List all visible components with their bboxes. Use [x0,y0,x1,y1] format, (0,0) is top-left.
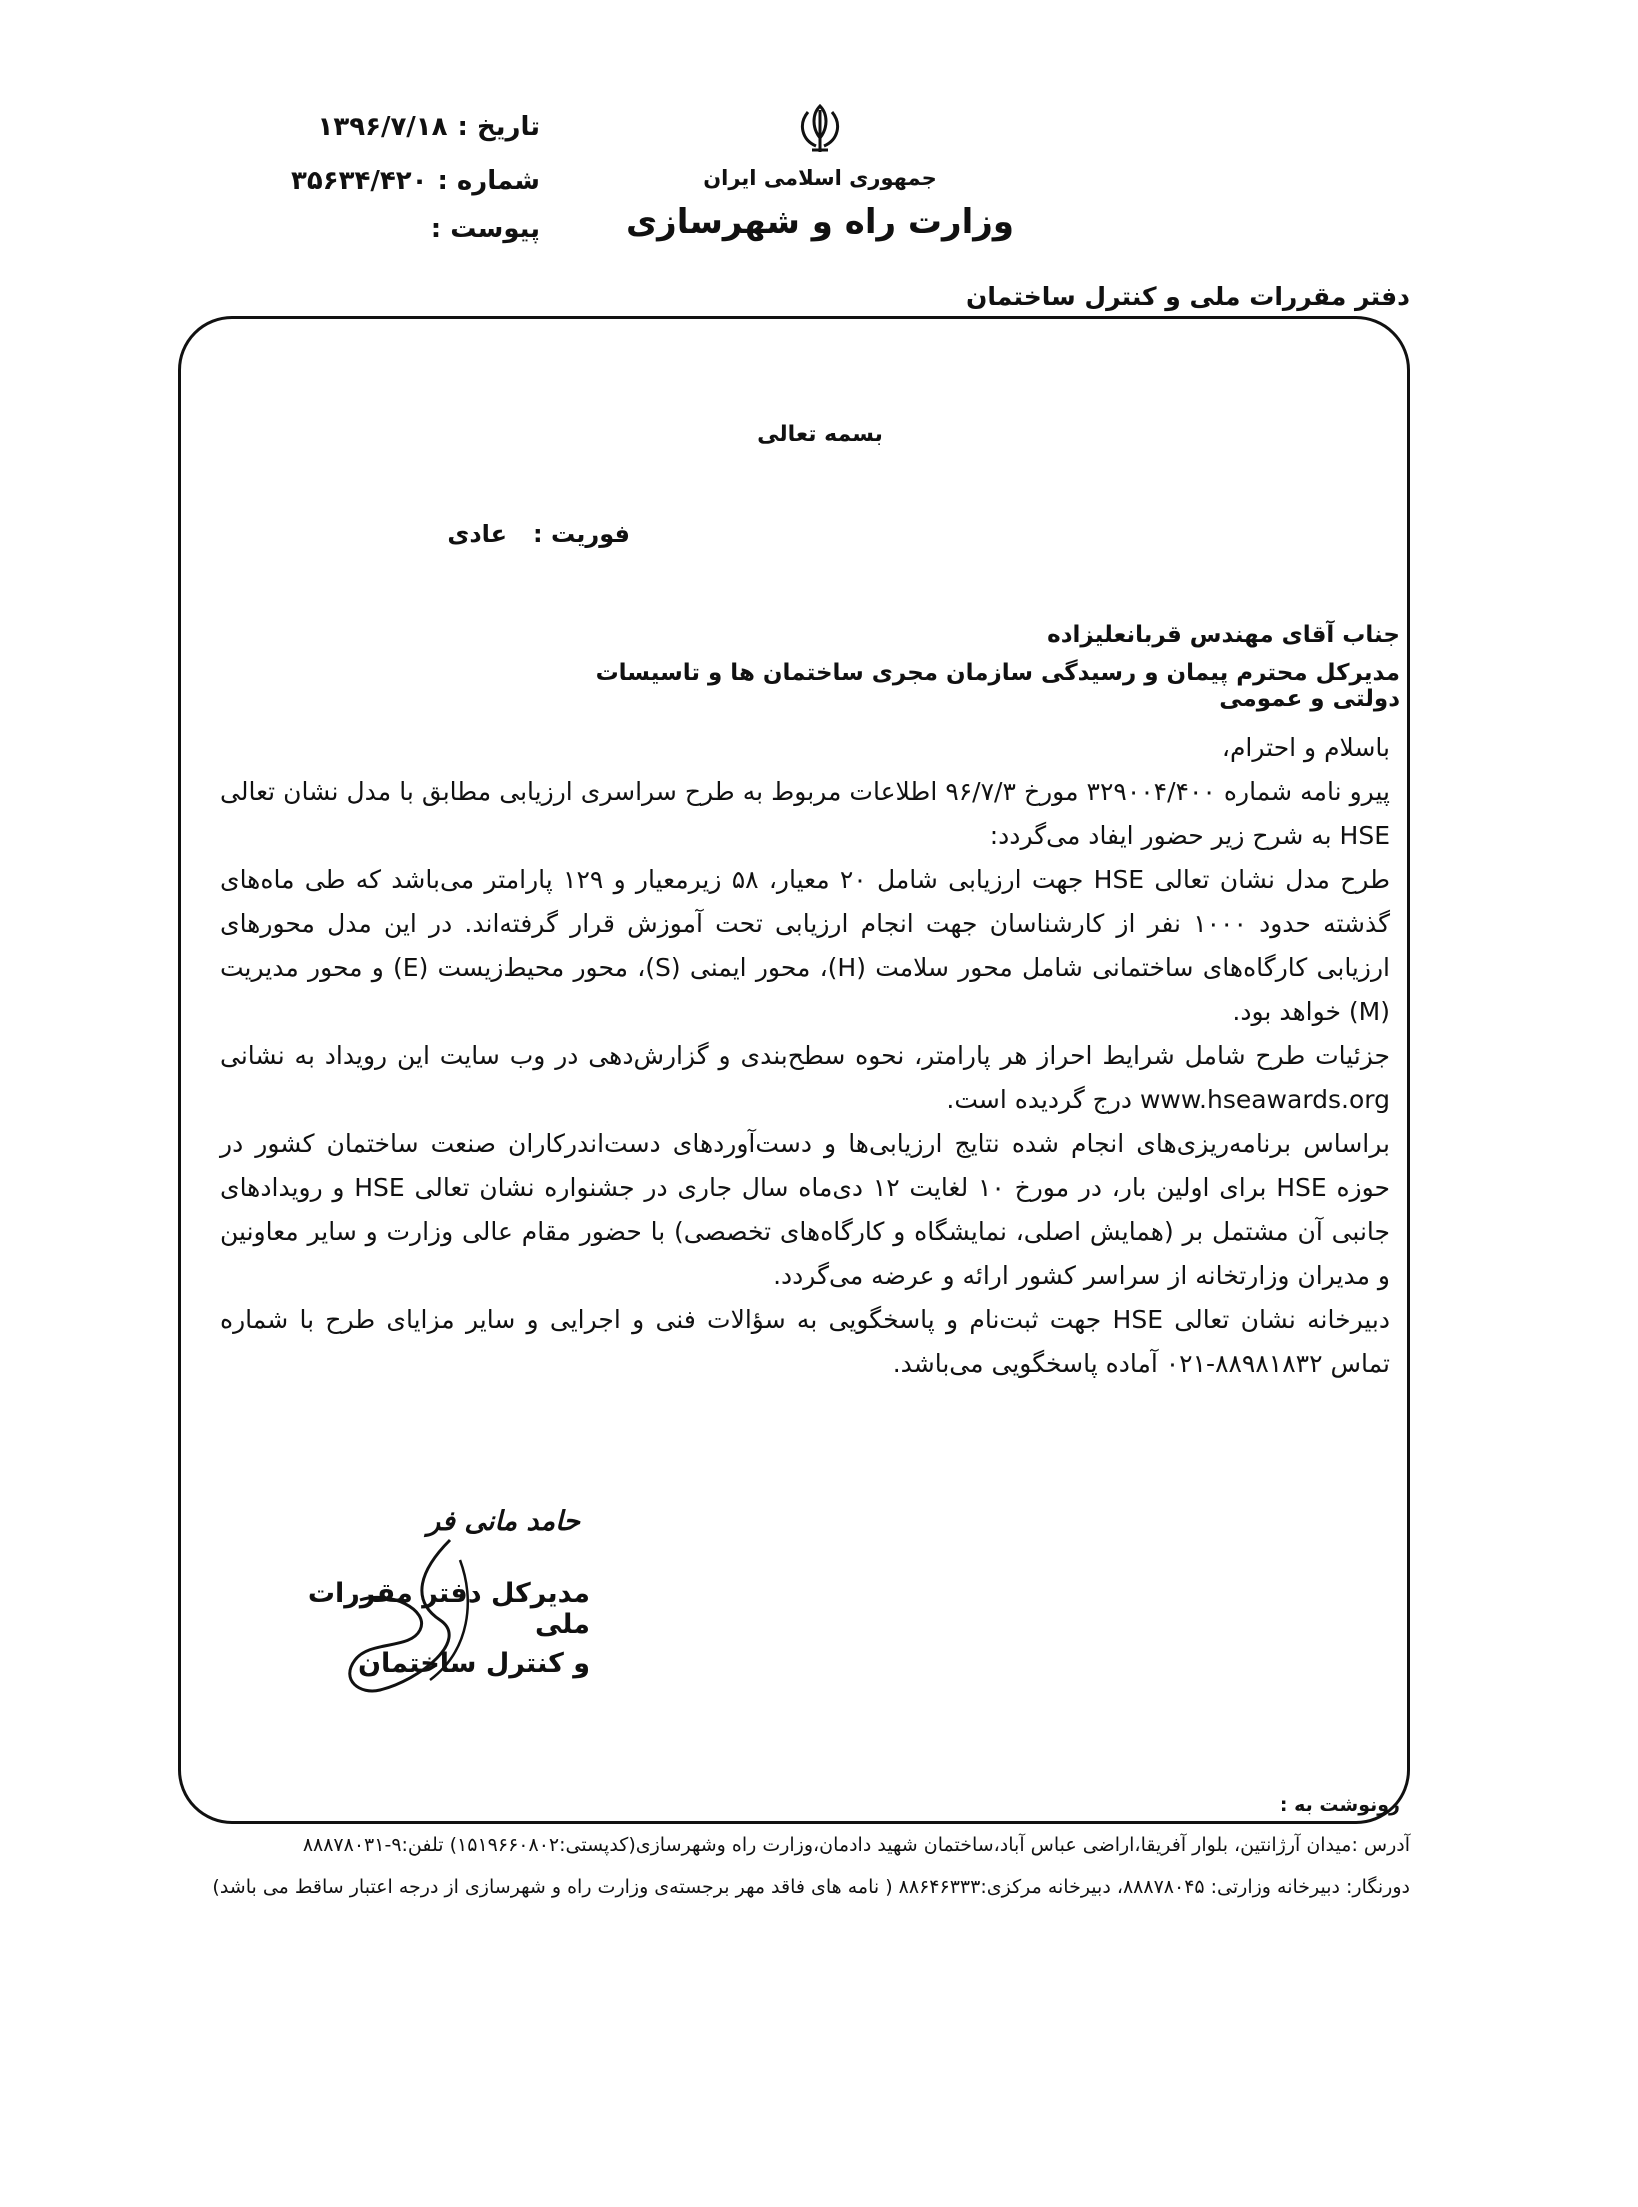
body-paragraph: دبیرخانه نشان تعالی HSE جهت ثبت‌نام و پاسخگویی به سؤالات فنی و اجرایی و سایر مزایای طرح با شماره تماس ۸۸۹۸۱۸۳۲-۰۲۱ آماده پاسخگویی می‌باشد. [220,1305,1391,1378]
recipient-title: مدیرکل محترم پیمان و رسیدگی سازمان مجری ساختمان ها و تاسیسات دولتی و عمومی [595,660,1400,712]
cc-label: رونوشت به : [1279,1794,1400,1816]
date-value: ۱۳۹۶/۷/۱۸ [317,112,448,142]
footer-address: آدرس :میدان آرژانتین، بلوار آفریقا،اراضی عباس آباد،ساختمان شهید دادمان،وزارت راه وشهرسازی(کدپستی:۱۵۱۹۶۶۰۸۰۲) تلفن:۹-۸۸۸۷۸۰۳۱ [302,1834,1410,1856]
number-row [230,166,540,196]
body-paragraph: پیرو نامه شماره ۳۲۹۰۰۴/۴۰۰ مورخ ۹۶/۷/۳ اطلاعات مربوط به طرح سراسری ارزیابی مطابق با مدل نشان تعالی HSE به شرح زیر حضور ایفاد می‌گردد: [220,777,1390,850]
urgency-value: عادی [447,520,508,548]
republic-title: جمهوری اسلامی ایران [703,166,937,190]
department-name: دفتر مقررات ملی و کنترل ساختمان [966,282,1410,311]
body-paragraph: براساس برنامه‌ریزی‌های انجام شده نتایج ارزیابی‌ها و دست‌آوردهای دست‌اندرکاران صنعت ساختمان کشور در حوزه HSE برای اولین بار، در مورخ ۱۰ لغایت ۱۲ دی‌ماه سال جاری در جشنواره نشان تعالی HSE و رویدادهای جانبی آن مشتمل بر (همایش اصلی، نمایشگاه و کارگاه‌های تخصصی) با حضور مقام عالی وزارت و سایر معاونین و مدیران وزارتخانه از سراسر کشور ارائه و عرضه می‌گردد. [220,1129,1390,1290]
urgency-row [330,520,630,548]
date-row [230,112,540,142]
signatory-title-line1: مدیرکل دفتر مقررات ملی [307,1578,590,1640]
bismillah: بسمه تعالی [757,422,883,447]
greeting: باسلام و احترام، [1221,733,1390,762]
body-paragraph: طرح مدل نشان تعالی HSE جهت ارزیابی شامل ۲۰ معیار، ۵۸ زیرمعیار و ۱۲۹ پارامتر می‌باشد که طی ماه‌های گذشته حدود ۱۰۰۰ نفر از کارشناسان جهت انجام ارزیابی تحت آموزش قرار گرفته‌اند. در این مدل محورهای ارزیابی کارگاه‌های ساختمانی شامل محور سلامت (H)، محور ایمنی (S)، محور محیط‌زیست (E) و محور مدیریت (M) خواهد بود. [220,865,1390,1026]
ministry-title: وزارت راه و شهرسازی [625,202,1014,242]
attachment-label: پیوست : [430,214,540,244]
signatory-title-line2: و کنترل ساختمان [357,1648,590,1679]
date-label: تاریخ : [457,112,540,142]
iran-emblem-icon [790,98,850,158]
footer-fax: دورنگار: دبیرخانه وزارتی: ۸۸۸۷۸۰۴۵، دبیرخانه مرکزی:۸۸۶۴۶۳۳۳ ( نامه های فاقد مهر برجسته‌ی وزارت راه و شهرسازی از درجه اعتبار ساقط می باشد) [212,1876,1410,1898]
number-label: شماره : [437,166,540,196]
body-paragraph: جزئیات طرح شامل شرایط احراز هر پارامتر، نحوه سطح‌بندی و گزارش‌دهی در وب سایت این رویداد به نشانی www.hseawards.org درج گردیده است. [220,1041,1390,1114]
number-value: ۳۵۶۳۴/۴۲۰ [291,166,428,196]
signatory-name: حامد مانی فر [427,1506,580,1537]
recipient-name: جناب آقای مهندس قربانعلیزاده [1047,622,1400,648]
letter-body [220,726,1390,1386]
attachment-row [230,214,540,244]
urgency-label: فوریت : [533,520,630,548]
